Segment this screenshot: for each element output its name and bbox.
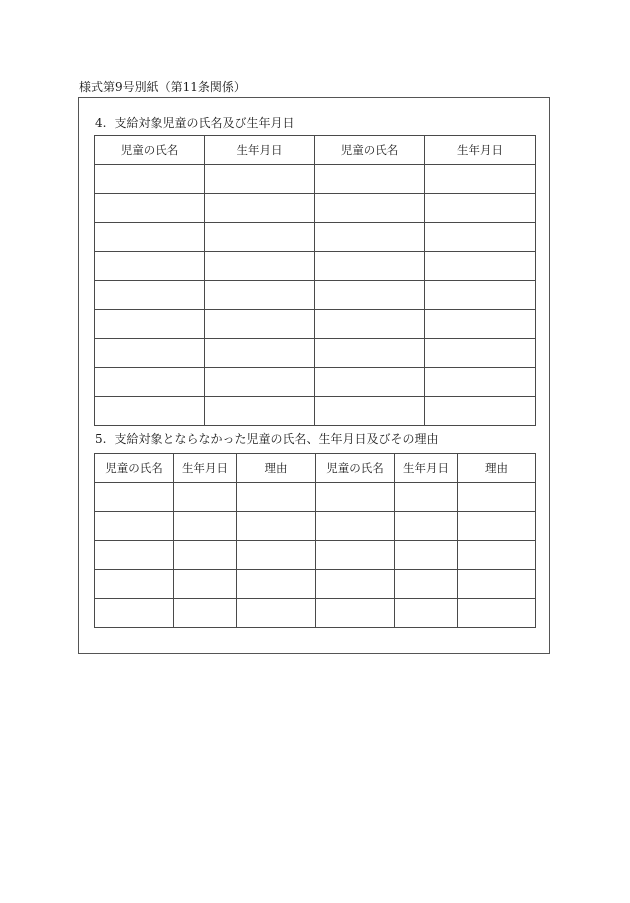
table-cell[interactable] (174, 512, 237, 541)
table-cell[interactable] (316, 483, 395, 512)
table-header-row (95, 454, 536, 483)
table-cell[interactable] (316, 512, 395, 541)
table-cell[interactable] (95, 483, 174, 512)
table-cell[interactable] (95, 541, 174, 570)
table-row (95, 570, 536, 599)
table-cell[interactable] (174, 599, 237, 628)
form-label: 様式第9号別紙（第11条関係） (79, 80, 246, 94)
table-cell[interactable] (237, 541, 316, 570)
table-cell[interactable] (205, 281, 315, 310)
table-cell[interactable] (205, 339, 315, 368)
eligible-children-body (95, 165, 536, 426)
table-cell[interactable] (95, 339, 205, 368)
table-cell[interactable] (205, 310, 315, 339)
table-cell[interactable] (425, 368, 536, 397)
table-cell[interactable] (237, 570, 316, 599)
table-cell[interactable] (315, 397, 425, 426)
table-cell[interactable] (458, 512, 536, 541)
table-cell[interactable] (205, 252, 315, 281)
table-cell[interactable] (95, 599, 174, 628)
table-cell[interactable] (395, 570, 458, 599)
table-row (95, 281, 536, 310)
table-cell[interactable] (95, 368, 205, 397)
table-cell[interactable] (205, 397, 315, 426)
table-cell[interactable] (315, 310, 425, 339)
table-row (95, 165, 536, 194)
table-cell[interactable] (95, 281, 205, 310)
table-row (95, 339, 536, 368)
table-cell[interactable] (95, 310, 205, 339)
header-reason: 理由 (458, 454, 536, 483)
table-cell[interactable] (205, 194, 315, 223)
ineligible-children-table (94, 453, 536, 628)
table-cell[interactable] (425, 223, 536, 252)
table-cell[interactable] (174, 483, 237, 512)
table-cell[interactable] (237, 483, 316, 512)
table-cell[interactable] (205, 368, 315, 397)
table-cell[interactable] (425, 165, 536, 194)
table-cell[interactable] (316, 541, 395, 570)
section-5-title-text: 支給対象とならなかった児童の氏名、生年月日及びその理由 (114, 432, 439, 446)
table-row (95, 483, 536, 512)
section-4-number: 4. (95, 116, 107, 130)
table-cell[interactable] (425, 194, 536, 223)
table-cell[interactable] (425, 252, 536, 281)
table-cell[interactable] (315, 194, 425, 223)
eligible-children-table (94, 135, 536, 426)
table-row (95, 512, 536, 541)
table-cell[interactable] (315, 281, 425, 310)
table-cell[interactable] (315, 165, 425, 194)
section-5-title (95, 432, 438, 446)
header-child-name: 児童の氏名 (95, 454, 174, 483)
table-row (95, 541, 536, 570)
table-cell[interactable] (458, 541, 536, 570)
table-row (95, 368, 536, 397)
table-cell[interactable] (205, 223, 315, 252)
table-cell[interactable] (458, 483, 536, 512)
table-cell[interactable] (205, 165, 315, 194)
table-row (95, 397, 536, 426)
table-row (95, 223, 536, 252)
table-header-row (95, 136, 536, 165)
table-cell[interactable] (316, 599, 395, 628)
table-cell[interactable] (395, 599, 458, 628)
table-cell[interactable] (95, 252, 205, 281)
table-cell[interactable] (315, 252, 425, 281)
header-reason: 理由 (237, 454, 316, 483)
table-cell[interactable] (315, 368, 425, 397)
table-cell[interactable] (95, 194, 205, 223)
header-child-name: 児童の氏名 (316, 454, 395, 483)
table-cell[interactable] (95, 570, 174, 599)
table-cell[interactable] (425, 397, 536, 426)
table-cell[interactable] (315, 223, 425, 252)
table-cell[interactable] (237, 512, 316, 541)
header-child-name: 児童の氏名 (315, 136, 425, 165)
table-cell[interactable] (95, 512, 174, 541)
table-cell[interactable] (316, 570, 395, 599)
table-cell[interactable] (395, 512, 458, 541)
table-cell[interactable] (95, 397, 205, 426)
table-cell[interactable] (95, 165, 205, 194)
table-cell[interactable] (395, 541, 458, 570)
table-cell[interactable] (425, 281, 536, 310)
section-4-title-text: 支給対象児童の氏名及び生年月日 (114, 116, 295, 130)
table-cell[interactable] (95, 223, 205, 252)
table-cell[interactable] (458, 599, 536, 628)
section-5-number: 5. (95, 432, 107, 446)
table-cell[interactable] (425, 339, 536, 368)
table-cell[interactable] (315, 339, 425, 368)
section-4-title (95, 116, 294, 130)
header-birth-date: 生年月日 (425, 136, 536, 165)
header-birth-date: 生年月日 (174, 454, 237, 483)
table-cell[interactable] (174, 541, 237, 570)
table-row (95, 252, 536, 281)
table-cell[interactable] (395, 483, 458, 512)
table-cell[interactable] (237, 599, 316, 628)
table-row (95, 194, 536, 223)
ineligible-children-body (95, 483, 536, 628)
header-birth-date: 生年月日 (205, 136, 315, 165)
header-birth-date: 生年月日 (395, 454, 458, 483)
table-row (95, 310, 536, 339)
table-cell[interactable] (458, 570, 536, 599)
table-cell[interactable] (174, 570, 237, 599)
header-child-name: 児童の氏名 (95, 136, 205, 165)
table-row (95, 599, 536, 628)
table-cell[interactable] (425, 310, 536, 339)
